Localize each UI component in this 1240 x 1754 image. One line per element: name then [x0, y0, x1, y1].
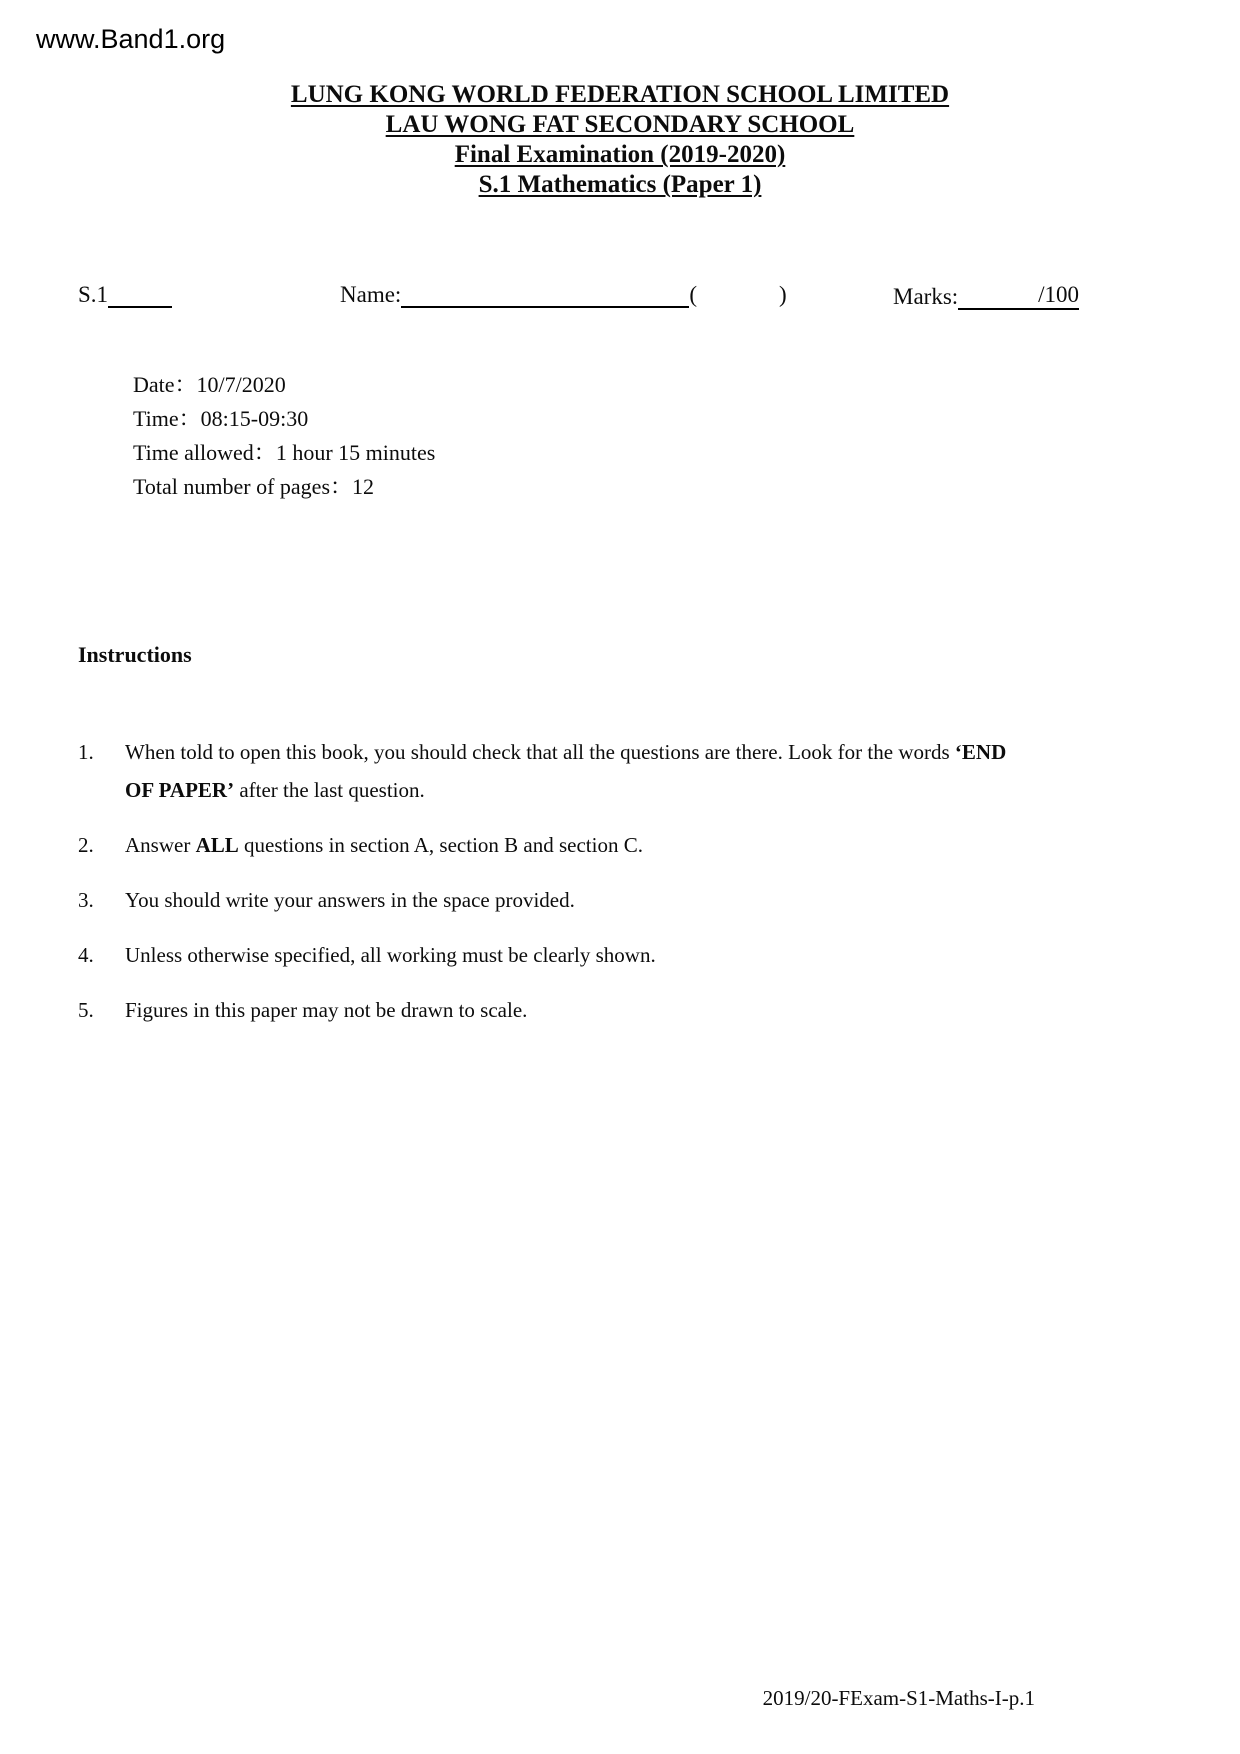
detail-value: 12 — [352, 474, 375, 499]
detail-value: 10/7/2020 — [196, 372, 286, 397]
instruction-item — [78, 991, 1028, 1029]
school-name-line-2: LAU WONG FAT SECONDARY SCHOOL — [385, 111, 855, 138]
marks-total: /100 — [1038, 282, 1080, 307]
exam-title: Final Examination (2019-2020) — [454, 141, 786, 168]
class-blank — [108, 282, 172, 308]
detail-label: Time allowed — [133, 440, 254, 465]
detail-row-pages — [133, 470, 435, 504]
detail-separator: ： — [174, 372, 197, 397]
detail-row-date — [133, 368, 435, 402]
site-watermark: www.Band1.org — [36, 24, 226, 54]
detail-separator: ： — [178, 406, 201, 431]
marks-field — [893, 282, 1079, 310]
class-field — [78, 282, 172, 308]
instruction-item — [78, 936, 1028, 974]
page-footer-reference: 2019/20-FExam-S1-Maths-I-p.1 — [762, 1686, 1035, 1710]
instruction-number: 5. — [78, 998, 94, 1022]
instruction-number: 1. — [78, 740, 94, 764]
detail-value: 1 hour 15 minutes — [275, 440, 436, 465]
detail-label: Total number of pages — [133, 474, 331, 499]
instruction-text: Answer ALL questions in section A, section B and section C. — [125, 833, 643, 857]
name-field — [340, 282, 787, 308]
exam-details — [133, 368, 435, 504]
detail-separator: ： — [330, 474, 353, 499]
detail-separator: ： — [253, 440, 276, 465]
class-label: S.1 — [78, 282, 109, 307]
detail-label: Date — [133, 372, 175, 397]
instruction-number: 4. — [78, 943, 94, 967]
school-name-line: LUNG KONG WORLD FEDERATION SCHOOL LIMITED — [290, 81, 950, 108]
instructions-list — [78, 733, 1028, 1046]
name-label: Name: — [340, 282, 402, 307]
instruction-item — [78, 733, 1028, 809]
marks-blank-group — [958, 282, 1079, 310]
detail-value: 08:15-09:30 — [200, 406, 309, 431]
title-block — [0, 80, 1240, 200]
detail-row-time-allowed — [133, 436, 435, 470]
instruction-item — [78, 826, 1028, 864]
class-number-paren-open: ( — [689, 282, 697, 307]
instruction-text: When told to open this book, you should check that all the questions are there. Look for the words ‘END OF PAPER’ after the last question. — [125, 740, 1007, 802]
instructions-heading: Instructions — [78, 642, 192, 667]
instruction-number: 2. — [78, 833, 94, 857]
class-number-paren-close: ) — [778, 282, 787, 307]
instruction-item — [78, 881, 1028, 919]
instruction-text: Figures in this paper may not be drawn to scale. — [125, 998, 528, 1022]
name-blank — [401, 282, 689, 308]
instruction-text: Unless otherwise specified, all working must be clearly shown. — [125, 943, 656, 967]
instruction-text: You should write your answers in the space provided. — [125, 888, 575, 912]
marks-label: Marks: — [893, 284, 959, 309]
detail-row-time — [133, 402, 435, 436]
instruction-number: 3. — [78, 888, 94, 912]
detail-label: Time — [133, 406, 179, 431]
paper-title: S.1 Mathematics (Paper 1) — [478, 171, 762, 198]
candidate-info-line — [0, 282, 1240, 316]
